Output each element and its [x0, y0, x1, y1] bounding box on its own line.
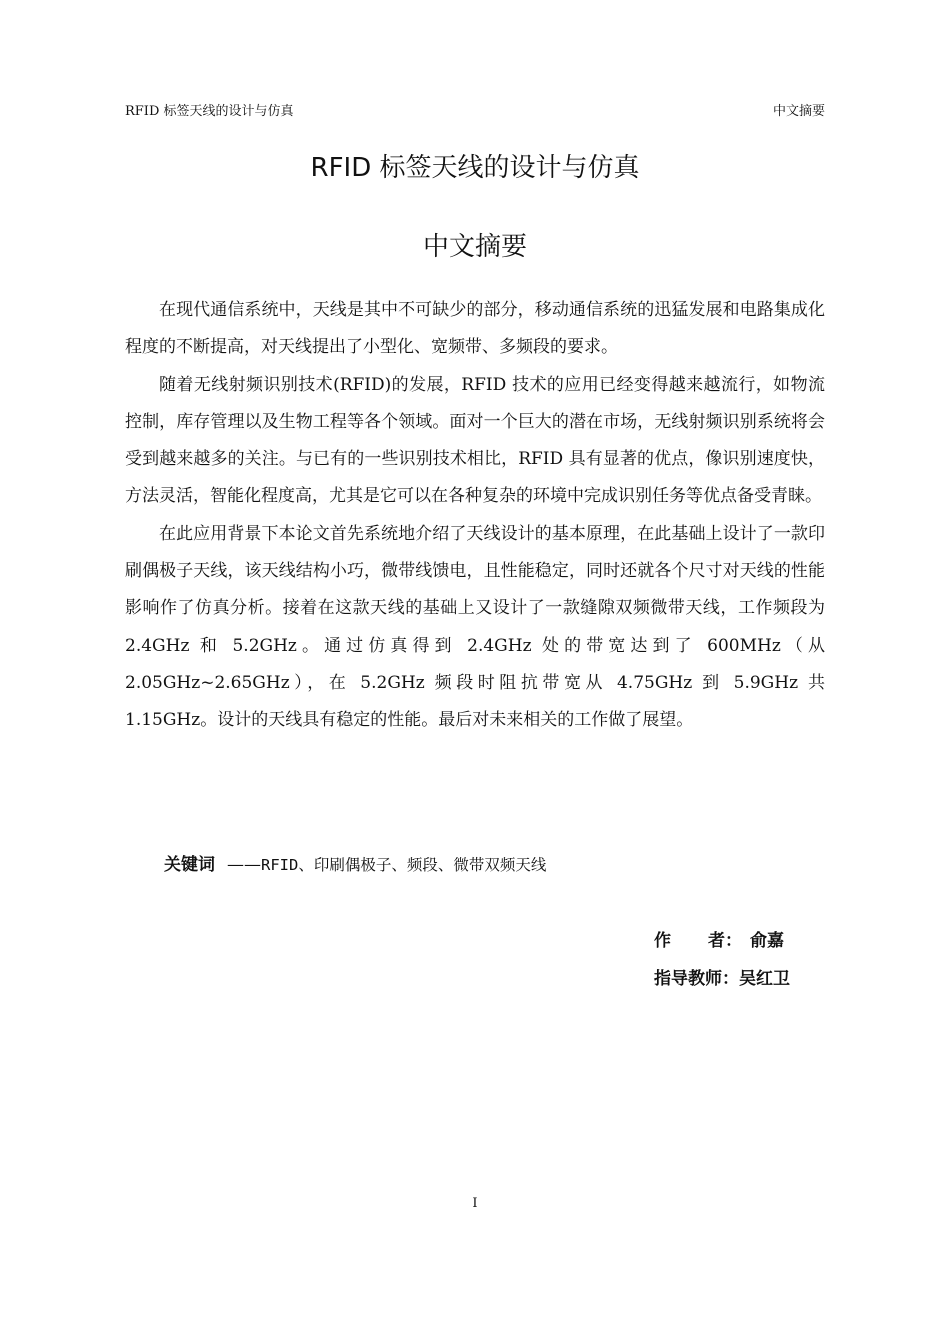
author-row: [654, 922, 790, 960]
author-label-char: 作: [654, 931, 671, 951]
advisor-row: [654, 960, 790, 998]
running-header: [125, 103, 825, 121]
abstract-body: [125, 292, 825, 740]
author-label-char: 者：: [708, 931, 742, 951]
header-title: RFID 标签天线的设计与仿真: [125, 104, 294, 119]
author-name: 俞嘉: [750, 931, 784, 951]
advisor-label: 指导教师：: [654, 969, 739, 989]
abstract-paragraph: 在现代通信系统中，天线是其中不可缺少的部分，移动通信系统的迅猛发展和电路集成化程度的不断提高，对天线提出了小型化、宽频带、多频段的要求。: [125, 300, 825, 358]
keywords-label: 关键词: [164, 855, 215, 875]
advisor-name: 吴红卫: [739, 969, 790, 989]
author-block: [654, 922, 790, 998]
page-number: I: [472, 1196, 478, 1211]
keywords-line: [164, 848, 546, 882]
keywords-separator: ——: [227, 855, 261, 875]
abstract-paragraph: 在此应用背景下本论文首先系统地介绍了天线设计的基本原理，在此基础上设计了一款印刷偶极子天线，该天线结构小巧，微带线馈电，且性能稳定，同时还就各个尺寸对天线的性能影响作了仿真分析。接着在这款天线的基础上又设计了一款缝隙双频微带天线，工作频段为 2.4GHz 和 5.2GHz。通过仿真得到 2.4GHz 处的带宽达到了 600MHz（从 2.05GHz~2.65GHz），在 5.2GHz 频段时阻抗带宽从 4.75GHz 到 5.9GHz 共 1.15GHz。设计的天线具有稳定的性能。最后对未来相关的工作做了展望。: [125, 523, 825, 731]
author-label: [654, 922, 750, 960]
section-title: 中文摘要: [422, 232, 527, 262]
keywords-text: RFID、印刷偶极子、频段、微带双频天线: [261, 856, 547, 874]
header-section: 中文摘要: [772, 104, 825, 119]
abstract-paragraph: 随着无线射频识别技术(RFID)的发展，RFID 技术的应用已经变得越来越流行，如物流控制，库存管理以及生物工程等各个领域。面对一个巨大的潜在市场，无线射频识别系统将会受到越来越多的关注。与已有的一些识别技术相比，RFID 具有显著的优点，像识别速度快，方法灵活，智能化程度高，尤其是它可以在各种复杂的环境中完成识别任务等优点备受青睐。: [125, 374, 825, 507]
document-title: RFID 标签天线的设计与仿真: [310, 153, 640, 183]
